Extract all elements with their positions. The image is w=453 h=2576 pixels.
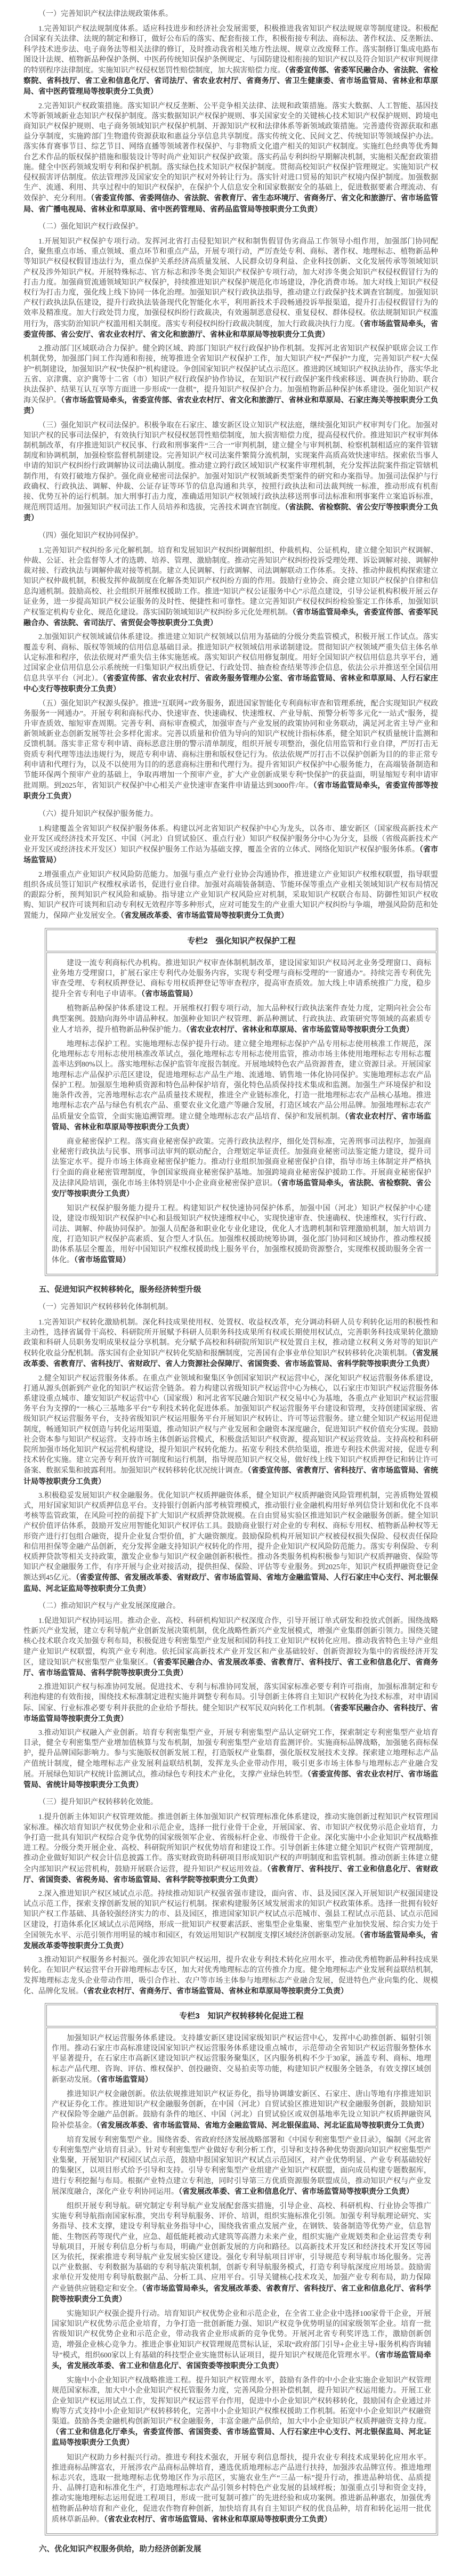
- responsibility-label: （省发展改革委、省教育厅、省科技厅、省财政厅、省人力资源社会保障厅、省国资委、省市场监管局、省科学院等按职责分工负责）: [23, 1348, 439, 1368]
- paragraph-text: 2.推进知识产权与标准协同发展。促进技术、专利与标准协同发展，落实国家标准必要专利许可指南，加强标准制定和专利池构建的有效衔接，围绕技术标准制定进程实施并调整专利布局。引导创新主体将自主知识产权转化为技术标准，对申请国际、国家、行业标准必要专利并获批的企业给予帮扶。健全知识产权军民双向转化工作机制。: [23, 1683, 438, 1713]
- sub-section-heading: [23, 222, 438, 232]
- paragraph: [52, 2033, 431, 2085]
- paragraph: [23, 1812, 438, 1885]
- sub-section-heading-text: （一）完善知识产权转移转化体制机制。: [38, 1303, 173, 1312]
- paragraph: [23, 421, 438, 524]
- sub-section-heading: [23, 1797, 438, 1807]
- responsibility-label: （省市场监管局）: [141, 989, 197, 998]
- paragraph: [23, 1728, 438, 1790]
- responsibility-label: （省委军民融合办、省科技厅、省市场监管局等按职责分工负责）: [23, 1703, 439, 1723]
- paragraph-text: 3.积极稳妥发展知识产权金融服务。优化知识产权质押融资体系，健全知识产权质押融资风险管理机制，完善质物处置模式，用好国家知识产权质押信息平台。支持银行创新内部考核管理模式，推动银行业金融机构用好单列信贷计划和优化不良率考核等监管政策，在风险可控的前提下扩大知识产权质押贷款规模。在自由贸易实验区推进知识产权金融服务创新。健全知识产权价值评估体系，鼓励开发应用智能化知识产权评估工具。鼓励商业银行对企业的专利权、商标专用权、植物新品种权等无形资产进行打包组合融资，提升企业复合型价值，扩大融资额度。鼓励保险机构开展知识产权被侵权损失保险、侵权责任保险和信用担保等金融产品创新，充分发挥金融支持知识产权转化的作用，提升企业知识产权风险防范能力。落实专利保险、专利权质押贷款等相关支持政策，激发企业参与知识产权金融创新积极性。推动各类服务机构积极参与知识产权质押融资、保险等知识产权金融服务工作，有序开展与企业对接活动，提供担保、保险、评估等专业服务。到2025年，知识产权质押融资登记金额达到45亿元。: [23, 1491, 438, 1582]
- paragraph-text: 1.完善知识产权转化激励机制。深化科技成果使用权、处置权、收益权改革，充分调动科研人员专利转化运用的积极性和主动性，选择省属骨干高校、科研院所开展赋予科研人员职务科技成果所有权或长期使用权试点，完善职务科技成果转化激励政策和科研人员职务发明成果权益分享机制。充分赋予高校和科研院所知识产权处置自主权，推动建立权利义务对等的知识产权转化收益分配机制。落实国有企业知识产权转化奖励和报酬制度，完善国有企事业单位知识产权转移转化决策机制。: [23, 1318, 438, 1358]
- paragraph: [23, 1318, 438, 1370]
- responsibility-label: （省市场监管局牵头，省委宣传部等按职责分工负责）: [23, 781, 439, 801]
- paragraph-text: 植物新品种保护体系建设工程。开展维权打假专项行动，加大品种权行政执法案件查处力度，定期向社会公布典型案例。鼓励向海外申请品种权。加强种业知识产权管理、新品种测试、行政执法、政策研究等领域的高素质专业人才培养，提升植物新品种保护能力。: [52, 1005, 431, 1034]
- paragraph: [52, 1039, 431, 1133]
- paragraph: [23, 546, 438, 629]
- responsibility-label: （省委宣传部、省教育厅、省科技厅、省市场监管局、省统计局等按职责分工负责）: [23, 1466, 439, 1485]
- paragraph-text: 1.提升创新主体知识产权管理效能。推进创新主体加强知识产权管理标准化体系建设，推动实施创新过程知识产权管理国家标准。梯次培育知识产权优势企业和示范企业，选择一批行业骨干企业，开展国家、省、市知识产权优势示范企业培育，力争打造一批具有知识产权综合竞争优势的国家级领军企业、省级标杆企业、市级骨干企业。深化实施中小企业知识产权战略推进工程。分级分类开展企业、高校、科研院所知识产权优势培育和建设工作。引导创新主体建立健全知识产权资产管理制度，推动企业做好知识产权会计信息披露工作。落实财政资助科研项目形成知识产权的声明制度和监管机制。推动创新主体建立健全内部知识产权运营机构，鼓励开展联合运营，提升知识产权运用效益。: [23, 1813, 438, 1874]
- paragraph-text: 建设一流专利商标代办机构。推进知识产权审查体制机制改革，建设国家知识产权局河北业务受理窗口、商标业务地方受理窗口，扩展石家庄专利代办处服务内容，实现专利受理与商标受理的“一窗通办”。持续完善专利优先审查受理、专利权质押登记、商标专用权质押登记等审查程序，提高审查质效。加大线上申请系统推广力度，稳步提升全省专利电子申请率。: [52, 959, 431, 999]
- responsibility-label: （省发展改革委、省市场监管局等按职责分工负责）: [120, 911, 288, 920]
- responsibility-label: （省委宣传部、省委网信办、省法院、省教育厅、省生态环境厅、省商务厅、省文化和旅游厅、省市场监管局、省广播电视局、省林业和草原局、省中医药管理局、省药品监管局等按职责分工负责）: [23, 193, 439, 213]
- paragraph-text: 1.完善知识产权法规制度体系。适应科技进步和经济社会发展需要，积极推进我省知识产权法规规章等制度建设。积极配合国家有关法律、法规的制定和修订，做好公布后的落实、配套衔接工作，积极衔接专利法、商标法、著作权法、反垄断法、科学技术进步法、电子商务法等相关法律的修订，及时推动我省相关地方性法规、规章立改废释工作。落实制修订集成电路布图设计法规、植物新品种保护条例、中医药传统知识保护条例规定、与国防建设相衔接的知识产权以及符合知识产权审判规律的特别程序法律制度。实施知识产权侵权惩罚性赔偿制度，加大损害赔偿力度。: [23, 25, 438, 75]
- paragraph: [52, 1204, 431, 1265]
- paragraph: [23, 699, 438, 802]
- special-column-content: [46, 2028, 436, 2534]
- paragraph-text: 2.健全知识产权运营服务体系。在重点产业领域和聚集区争创国家知识产权运营中心，深化知识产权运营服务体系建设，打通从源头创新到产业化的知识产权运营全链条。着力构建以省级知识产权运营中心为核心，以石家庄市知识产权运营服务体系建设重点城市、雄安知识产权运营中心（国家级）和河北省军民融合知识产权交易中心为基地，各重点产业知识产权运营服务平台为支撑的“一核心三基地多平台”专利技术转化促进体系。加强知识产权运营服务平台建设和管理，支持创建国家级、省级知识产权运营服务平台，支持省级知识产权运用服务平台开展知识产权转让、许可等运营服务。建立健全知识产权运用促进制度，畅通知识产权创造与转化运用渠道，推动知识产权与产业发展和金融资本深度融合，促进知识产权价值充分实现。鼓励社会资本参与知识产权运营。支持市场主体创新运营模式，积极盘活知识产权资源，提高知识产权运营效益。支持高校和科研院所加强市场化知识产权运营机构建设，提升知识产权转化能力。拓宽专利技术供给渠道，推进专利技术供需对接，促进专利技术转化实施。建立完善专利开放许可制度和运行机制，指导规范知识产权交易，做好线上线下知识产权质押登记和转让许可备案、数据采集和披露利用。加强知识产权转移转化状况统计调查。: [23, 1374, 438, 1475]
- responsibility-label: （省工业和信息化厅牵头，省委宣传部、省国资委、省市场监管局、人行石家庄中心支行、河北银保监局、河北证监局等按职责分工负责）: [52, 2427, 431, 2447]
- paragraph: [52, 2309, 431, 2371]
- sub-section-heading-text: （六）提升知识产权保护服务能力。: [38, 810, 158, 818]
- paragraph-text: 2.深入推进知识产权区域试点示范。持续推动知识产权强省强市建设，面向省、市、县及园区深入开展知识产权强国建设试点示范工作，探索支撑创新发展的知识产权运行机制。探索构建服务区域发展需求的知识产权政策体系。选择一批拥有较好知识产权工作基础、具备较强经济实力的市、县及园区，推进国家知识产权试点示范城市、强县工程试点示范县、试点示范园区建设，打造体系化区域试点示范网络，形成一批知识产权要素活跃、密集型企业集聚、密集型产业加快发展、综合实力处于全国领先水平、示范引领作用明显的城市和园区，有效运用知识产权制度支撑区域经济创新驱动发展。: [23, 1889, 438, 1940]
- responsibility-label: （省农业农村厅、省市场监管局、省林业和草原局等按职责分工负责）: [104, 2514, 331, 2523]
- paragraph-text: 1.完善知识产权纠纷多元化解机制。培育和发展知识产权纠纷调解组织、仲裁机构、公证机构，建立健全知识产权调解、仲裁、公证、社会监督等人才的选聘、培养、管理、激励制度。推动完善知识产权纠纷投诉受理处理、诉讼调解对接、调解仲裁对接、行政执法与调解仲裁对接等机制。建立人民调解、行政调解、司法调解联动工作体系。支持、推动仲裁机构探索建立知识产权仲裁机制，积极发挥仲裁制度在化解各类知识产权纠纷方面的作用。鼓励行业协会、商会建立知识产权保护自律和信息沟通机制。鼓励高校、社会组织开展维权援助工作。推进“知识产权公证服务中心”示范点建设，引导公证机构积极开展云存证业务，进一步提高知识产权公证服务的及时性、便捷性和可靠性。建立完善知识产权侵权纠纷检验鉴定工作体系，加强知识产权鉴定机构专业化、规范化建设。落实国防领域知识产权纠纷多元化处理机制。: [23, 546, 438, 617]
- paragraph-text: 实施中小企业知识产权战略推进工程。提升知识产权管理水平，鼓励有条件的中小企业实施企业知识产权管理规范国家标准，加大中小企业知识产权托管服务力度，完善风险分担补偿机制，提升知识产权运用能力。开展工业企业知识产权运用试点工作，发挥知识产权运营平台作用，促进中小企业知识产权转移转化，鼓励国有企业通过并购等方式支持中小企业知识产权转移转化，完善中小企业知识产权维权援助工作机制。拓宽中小企业知识产权融资渠道。鼓励各类金融机构创新知识产权金融服务，丰富金融产品供给，加大中小企业知识产权质押融资支持力度。: [52, 2377, 431, 2426]
- responsibility-label: （省市场监管局牵头，省委宣传部、省农业农村厅、省文化和旅游厅、省林业和草原局、石家庄海关等按职责分工负责）: [23, 395, 438, 415]
- responsibility-label: （省市场监管局）: [23, 845, 439, 865]
- responsibility-label: （省委宣传部、省委军民融合办、省法院、省检察院、省科技厅、省工业和信息化厅、省司法厅、省农业农村厅、省商务厅、省卫生健康委、省市场监管局、省林业和草原局、省中医药管理局等按职责分工负责）: [23, 66, 439, 96]
- responsibility-label: （省法院、省检察院、省公安厅等按职责分工负责）: [23, 503, 439, 522]
- sub-section-heading-text: （二）强化知识产权行政保护。: [38, 222, 143, 231]
- paragraph: [52, 958, 431, 1000]
- responsibility-label: （省市场监管局牵头，省发展改革委、省工业和信息化厅、省国资委等按职责分工负责）: [52, 2350, 431, 2370]
- paragraph: [23, 632, 438, 695]
- paragraph-text: 知识产权保护服务能力提升工程。构建知识产权快速协同保护体系，加强中国（河北）知识产权保护中心建设，建设市级知识产权保护中心和县级知识产权快速维权中心，实现快速审查、快速确权、快速维权，实行行政、司法、调解、仲裁协同保护。加强人员配备和职业化专业化建设，优化人才选聘机制和管理激励机制，加大培训力度，打造知识产权保护高素质、复合型人才队伍。加强维权援助统筹协调，强化部门协同和区域协作，推动维权援助体系基层全覆盖，用好中国知识产权维权援助线上服务平台，加强维权援助资源整合，实现维权援助服务全省一体化。: [52, 1205, 431, 1265]
- paragraph: [52, 2376, 431, 2448]
- paragraph-text: 地理标志保护工程。实施地理标志保护提升行动。建立健全地理标志保护产品专用标志使用核准工作规范，深化地理标志专用标志使用核准改革试点，强化地理标志专用标志使用监管，推动市场主体使用地理标志专用标志覆盖率达到80%以上。落实地理标志保护监管年度报告制度。开展地域特色农产品资源普查，建立资源目录。开展国家地理标志产品保护示范区建设，促进地理标志产品生产地、流通地、销售地一体化协同保护。实施地理标志农产品保护工程。加强原生地种质资源和特色品种保护培育，强化特色品质保持技术集成和监测。加强生产环境保护和设施条件改善，完善地理标志农产品质量技术规程，推进全产业链标准化，打造一批地理标志农产品核心基地。推进地理标志农产品与绿色有机农产品、重要农业文化遗产等融合发展，打造区域农产品公用品牌。加强地理标志农产品质量安全监管，全面实施追溯管理。建立健全地理标志农产品培育、保护和发展机制。: [52, 1040, 431, 1121]
- paragraph-text: 推进知识产权金融创新。依法依规推进知识产权证券化，指导协调雄安新区、石家庄、唐山等地有序推进知识产权证券化工作。推进知识产权金融服务创新，在中国（河北）自贸试验区推进知识产权金融服务创新，鼓励知识产权保险等金融产品创新。鼓励有条件的地区、中国（河北）自贸试验区或双创基地率先设立知识产权质押融资风险补偿基金。: [52, 2090, 431, 2130]
- section-heading-text: 五、促进知识产权转移转化，服务经济转型升级: [39, 1286, 201, 1295]
- responsibility-label: （省教育厅、省科技厅、省工业和信息化厅、省财政厅、省国资委、省税务局、省市场监管局、省科学院等按职责分工负责）: [23, 1864, 439, 1884]
- paragraph: [52, 1137, 431, 1199]
- paragraph-text: 加强知识产权运营服务体系建设。支持雄安新区建设国家级知识产权运营中心，发挥中心助推创新、辐射引领作用。推动石家庄市高标准建设国家知识产权运营服务体系建设重点城市，示范带动全省知识产权运营服务整体水平显著提升，在石家庄市高新区建设知识产权运营服务聚集区，区内服务机构不少于30家，涵盖专利、商标、地理标志产品代理、咨询、评估、维权保护、创投融资、交易拍卖等功能，构建知识产权服务全链条，有效支撑区域创新驱动发展。: [52, 2034, 431, 2084]
- paragraph: [23, 344, 438, 416]
- responsibility-label: （省农业农村厅、省市场监管局、省林业和草原局等按职责分工负责）: [52, 1111, 432, 1131]
- paragraph-text: 2.加强知识产权领域诚信体系建设。推进建立知识产权领域以信用为基础的分级分类监管模式，积极开展工作试点。落实覆盖专利、商标、版权等领域的信用信息基础目录。推进知识产权领域信用承诺制建设。贯彻知识产权领域严重失信主体名单认定标准和程序，依法依规对严重失信主体实施惩戒。落实知识产权信用修复制度。用好全国知识产权信用信息共享平台，通过国家企业信用信息公示系统统一归集知识产权出质登记、行政处罚、抽查检查结果等涉企信息，依法公示并推送至全国信用信息共享平台（河北）。: [23, 633, 438, 683]
- paragraph-text: 商业秘密保护工程。落实商业秘密保护政策。完善行政执法程序，细化处罚标准，完善刑事司法程序，加强商业秘密行政执法与民事、刑事司法审判的联动配合，合理划定举证责任。加强商业秘密司法鉴定能力建设，提升司法鉴定水平。提升市场主体商业秘密保护能力。推动行业组织加强商业秘密保护自律，指导市场主体制定并严格执行全面的商业秘密管理制度，争创国家级商业秘密保护基地。加强跨境商业秘密保护援助工作。开展商业秘密保护及法律风险培训，强化市场主体特别是中小企业商业秘密保护意识。: [52, 1137, 431, 1188]
- paragraph-text: 1.开展知识产权保护专项行动。发挥河北省打击侵犯知识产权和制售假冒伪劣商品工作领导小组作用，加强部门协同配合，聚焦重点市场、重点领域、重点环节和重点产品，开展专项行动，严厉查处专利、商标、著作权、地理标志、植物新品种等知识产权侵权假冒违法行为，重点保护关系经济高质量发展、人民群众切身利益、企业科技创新、文化发展传承等领域知识产权及涉外知识产权。开展特殊标志、官方标志和涉冬奥会知识产权保护专项行动，加大对涉冬奥会知识产权侵权假冒行为的打击力度。加强商贸流通领域知识产权保护，持续推进知识产权保护规范化市场建设，净化消费市场。加大对线上知识产权侵权行为打击力度，强化线上线下协同一体化治理。加强知识产权行政执法指导，推动建立行政保护技术调查官制度。加强知识产权行政执法队伍建设，提升行政执法装备现代化智能化水平，利用新技术手段畅通投诉举报渠道，提升打击侵权假冒行为的效率及精准度。加大行政处罚力度，加强侵权纠纷行政裁决，有效遏制恶意侵权、重复侵权、群体侵权。依法规制知识产权滥用行为，落实防治知识产权滥用相关制度。落实专利侵权纠纷行政裁决制度，加大行政裁决执行力度。: [23, 238, 438, 328]
- paragraph: [23, 101, 438, 215]
- section-heading: [23, 1285, 438, 1295]
- responsibility-label: （省市场监管局牵头，省委宣传部、省公安厅、省农业农村厅、省文化和旅游厅、省林业和草原局等按职责分工负责）: [23, 319, 439, 338]
- paragraph: [23, 1682, 438, 1724]
- paragraph: [23, 1616, 438, 1678]
- sub-section-heading: [23, 1601, 438, 1611]
- paragraph-text: 2.推动部门区域联动合力保护。健全跨区域、跨部门知识产权行政保护协作机制。发挥河北省知识产权保护联席会议工作机制优势，加强部门间工作沟通和衔接，统筹推进全省知识产权保护工作，加大知识产权“严保护”力度，完善知识产权“大保护”机制建设，加强知识产权“快保护”机构建设。争创国家知识产权保护试点示范区。推进跨区域知识产权执法协作，落实华北五省、京津冀、京沪冀等十二省（市）知识产权行政保护协作协议，在知识产权行政保护案件线索移送、调查执行协助、联合执法保护、结果互认互享等方面进一步形成“一盘棋”，提升知识产权保护合力。加强植物新品种保护体系建设。强化知识产权海关保护。: [23, 345, 438, 405]
- special-column-box: [45, 2003, 438, 2535]
- paragraph-text: 2.完善知识产权政策措施。落实知识产权反垄断、公平竞争相关法律、法规和政策措施。落实大数据、人工智能、基因技术等新领域新业态知识产权保护制度。落实数据知识产权保护规则、事关国家安全的关键核心技术知识产权保护规则、跨境电商知识产权保护规则、电子商务领域知识产权保护机制、开源知识产权和法律体系等新领域政策措施。完善遗传资源获取和惠益分享制度，实施跨部门生物遗传资源获取和惠益分享信息共享制度。落实传统文化、民间文艺、传统知识等领域保护办法。落实体育赛事节目、综艺节目、网络直播等领域著作权保护、与非物质文化遗产相关的知识产权制度。实施红色经典等优秀舞台艺术作品的版权保护措施和服装设计等时尚产业知识产权保护政策。落实药品专利纠纷早期解决机制，实施相关配套政策措施。健全中医药领域发明专利和保护机制。落实绿色技术知识产权保护制度。贯彻高校知识产权保护管理规定。实施知识产权侵权损害评估制度。依法管理涉及国家安全的知识产权对外转让行为。落实针对进口贸易的知识产权境内保护制度。加强数据生产、流通、利用、共享过程中的知识产权保护，在保护个人信息安全和国家数据安全的基础上，促进数据要素合理流动、有效保护、充分利用。: [23, 102, 438, 203]
- paragraph: [52, 2135, 431, 2197]
- paragraph: [23, 1491, 438, 1594]
- section-heading: [23, 2544, 438, 2555]
- paragraph-text: 2.增强重点产业知识产权风险防范能力。加强与重点产业行业协会沟通协作，推进建立产业知识产权维权联盟，指导联盟组织各成员签订知识产权维权承诺书，促进行业自律。加强对高端装备制造、节能环保等重点产业相关领域知识产权布局情况的跟踪分析，预判知识产权风险和威胁。指导建立产业知识产权风险应对机制，采取知识产权联合布局、防御性知识产权收购、知识产权许可谈判和启动专利权无效程序等多种形式，应对可能发生的产业重大知识产权纠纷与争端，增强风险防范和处置能力，保障产业发展安全。: [23, 870, 438, 920]
- paragraph-text: 组织开展专利导航。研究制定专利导航产业发展配套落实措施，引导企业、高校、科研机构、行业协会等推广实施专利导航指南国家标准，突出专利导航服务、评价、培训，组织实施标准化引领。加强专利导航理论研究、实务指导、技术支撑，建设专利导航业务指导中心，围绕我省重点发展产业，在钢铁、装备制造等优势产业，信息智能、生物医药等现代产业，应急、超低能耗被动式建筑等高潜力未来产业，组织实施产业规划类和企业运营类专利导航项目，开展专利信息分析与布局，明确产业创新发展的方向和路径。以高新技术开发区和经济技术开发区等园区为依托，探索推进专利导航产业发展实验区建设。强化专利导航项目评审，引导规范专利导航市场化服务。完善以产业数据、专利数据为基础的专利导航决策机制，创新专利导航服务模式，打造专利导航深度应用场景。鼓励需求单位开发使用专利导航数据产品、分析工具、应用平台。引导关键核心技术攻关，加强产业专利布局，助力保障产业链供应链稳定和安全。: [52, 2202, 431, 2293]
- responsibility-label: （省农业农村厅、省林业和草原局、省市场监管局等按职责分工负责）: [186, 1024, 414, 1033]
- paragraph-text: 1.促进知识产权协同运用。推动企业、高校、科研机构知识产权深度合作，引导开展订单式研发和投放式创新。围绕战略性新兴产业发展，建立专利导航产业创新发展决策机制，优化战略性新兴产业发展模式，增强产业集群创新引领力。围绕关键核心技术联合攻关加强专利布局，积极促进专利密集型产业发展和国防科技工业知识产权转化应用。推动我省特色主导产业组建产业知识产权联盟，构筑产业专利池。依托国家高新技术产业开发区和产业基础较好、创新资源较为集中的省级经济开发区，建设知识产权密集型产业集聚区。: [23, 1617, 438, 1667]
- paragraph: [23, 237, 438, 340]
- responsibility-label: （省市场监管局）: [74, 1255, 130, 1264]
- paragraph: [23, 1889, 438, 1951]
- sub-section-heading-text: （三）提升知识产权转移转化效能。: [38, 1798, 158, 1807]
- special-column-box: [45, 928, 438, 1277]
- paragraph-text: 3.推动知识产权融入产业创新。培育专利密集型产业，开展专利密集型产品认定研究工作，探索制定专利密集型产业培育目录，健全专利密集型产业增加值核算与发布机制，加强专利密集型产业培育监测评价。实施商标品牌战略，加强驰名商标保护，提升品牌国际影响力。参与实施版权创新发展工程，打造版权产业集群，强化版权发展技术支撑。探索建立地理标志产品产值统计制度，健全地理标志产业发展利益联结机制，发挥龙头企业带动作用，吸引更多市场主体参与地理标志产业融合发展。开展绿色知识产权统计监测试点，推动绿色专利技术产业化，支撑产业绿色转型。: [23, 1729, 438, 1779]
- sub-section-heading-text: （二）推动知识产权与产业发展深度融合。: [38, 1602, 180, 1610]
- paragraph-text: （三）强化知识产权司法保护。积极争取在石家庄、雄安新区设立知识产权法庭，继续强化知识产权审判专门化。加强对知识产权的民事司法保护，有效执行知识产权侵权惩罚性赔偿制度，加大损害赔偿力度，提高侵权代价。推进知识产权审判体制机制改革，有序推进知识产权民事、行政和刑事案件“三合一”审判机制，建立健全与审判机制、检察机制相适应的案件管辖制度和协调机制，加强检察监督机制建设。完善知识产权司法案件繁简分流机制，实现案件高质高效快速审结。探索依当事人申请的知识产权纠纷行政调解协议司法确认制度。推动建立跨行政区域知识产权案件审理机制，充分发挥法院案件指定管辖机制作用，有效打破地方保护。强化商业秘密司法保护。加强对知识产权领域新类型案件的研究和办案指导。加强司法保护与行政确权、行政执法、调解、仲裁、公证存证等环节的信息沟通和共享，按照行政执法和司法裁判统一标准，推动形成有机衔接、优势互补的运行机制。加大刑事打击力度，准确适用知识产权领域行政执法移送刑事司法标准和刑事案件立案追诉标准，规范刑罚适用。加强知识产权司法工作人员培养和选拔，完善技术调查官制度。: [23, 421, 438, 512]
- paragraph: [52, 2201, 431, 2305]
- paragraph: [23, 824, 438, 866]
- special-column-content: [46, 952, 436, 1275]
- responsibility-label: （省市场监管局）: [96, 2074, 152, 2084]
- sub-section-heading-text: （一）完善知识产权法律法规政策体系。: [38, 10, 173, 18]
- paragraph-text: 实施知识产权强企提升行动。培育知识产权优势企业和示范企业，在全省工业企业中选择100家骨干企业，开展国家知识产权优势示范企业培育，力争打造一批创新能力强、知识产权竞争优势明显的国家级领军企业。培育一批省级知识产权优势企业和示范企业，带动我省企业形成新的竞争优势。开展河北省专利奖评选工作，激励创新创造，增强企业核心竞争力。推进企事业知识产权管理规范贯标认证，采取“政府部门引导+企业主导+服务机构咨询辅导”模式，组织600家以上有基础的科技型企业实施贯标认证项目，提升知识产权规范化管理水平。: [52, 2310, 431, 2360]
- paragraph-text: 1.构建覆盖全省知识产权保护服务体系。构建以河北省知识产权保护中心为龙头，以各市、雄安新区（国家级高新技术产业开发区或经济技术开发区、中国（河北）自贸试验区、重点行业）知识产权保护服务分中心为分支，县级（省级高新技术产业开发区或经济技术开发区）知识产权保护服务工作站为基础支撑，覆盖全省的立体式、网络化知识产权保护服务体系。: [23, 825, 438, 854]
- paragraph: [23, 1955, 438, 1997]
- paragraph: [23, 1374, 438, 1487]
- sub-section-heading: [23, 809, 438, 819]
- paragraph: [23, 870, 438, 922]
- sub-section-heading: [23, 531, 438, 541]
- paragraph: [52, 2453, 431, 2525]
- responsibility-label: （省发展改革委、省市场监管局、省地方金融监管局、河北银保监局、河北证监局等按职责分工负责）: [96, 2120, 428, 2129]
- responsibility-label: （省市场监管局牵头，省发展改革委、省教育厅、省科技厅、省工业和信息化厅、省科学院等按职责分工负责）: [52, 2283, 432, 2303]
- paragraph: [52, 2089, 431, 2131]
- special-column-title: 专栏3 知识产权转移转化促进工程: [46, 2005, 436, 2026]
- responsibility-label: （省委宣传部、省发展改革委、省财政厅、省市场监管局、省地方金融监管局、人行石家庄中心支行、河北银保监局、河北证监局等按职责分工负责）: [23, 1573, 439, 1593]
- sub-section-heading: [23, 1302, 438, 1312]
- sub-section-heading-text: （四）强化知识产权协同保护。: [38, 531, 143, 540]
- section-heading-text: 六、优化知识产权服务供给，助力经济创新发展: [39, 2545, 201, 2554]
- responsibility-label: （省发展改革委、省工业和信息化厅、省市场监管局等按职责分工负责）: [179, 2186, 414, 2195]
- paragraph: [52, 1004, 431, 1035]
- responsibility-label: （省委宣传部、省农业农村厅、省市场监管局、省统计局等按职责分工负责）: [23, 1769, 439, 1789]
- paragraph-text: 培育发展专利密集型产业。围绕省委、省政府经济发展战略部署和《中国专利密集型产业目录》，编制《河北省专利密集型产业培育目录》。针对专利密集型产业做好专利分析工作，引导和支持各种优势资源向知识产权密集型产业集聚，开展知识产权园区试点示范，鼓励申报国家知识产权试点示范园区，对产业优势明显、产业专利基础较好的集聚区，以项目形式给予引导和支持。引导专利密集型产业组建产业知识产权联盟，面向成员构建专题数据库，进行专利挖掘与布局。根据产业特点建立专利池，同时引导第三方优质资源服务联盟成员，推动知识产权与产业发展深度融合，深化产业专利协同运用。: [52, 2136, 431, 2196]
- responsibility-label: （省市场监管局牵头，省法院、省检察院、省公安厅等按职责分工负责）: [52, 1178, 431, 1198]
- responsibility-label: （省市场监管局牵头，省发展改革委等按职责分工负责）: [23, 1930, 439, 1950]
- paragraph-text: 知识产权助力乡村振兴行动。推进专利技术强农，开展专利信息帮扶，提升农业专利技术成果转化应用水平。推进商标品牌富农，开展涉农产品商标品牌培育，遴选优质地理标志产品进行扶持，加强涉农品牌宣传。推进地理标志兴农，选取一批地理标志优势地区作为示范区，实施农业生产“三品一标”提升行动，推进品种培优、品质提升、品牌打造和标准化生产，打造地理标志农产品引领乡村特色产业发展的县域样板；加强重点引导和资金支持，推动实施地理标志运用促进工程项目，形成一批可复制可推广的先进经验和成功案例。推进新品种惠农，加强优秀植物新品种培育和产业化，促进农作物育种创新，加快培育具有自主知识产权的优良品种，培育和转化运用一批优质林草新品种。: [52, 2453, 431, 2524]
- responsibility-label: （省委宣传部、省农业农村厅、省政务服务管理办公室、省市场监管局、省林业和草原局、人行石家庄中心支行等按职责分工负责）: [23, 674, 439, 693]
- paragraph: [23, 24, 438, 97]
- responsibility-label: （省市场监管局牵头，省委宣传部、省委军民融合办、省法院、省司法厅、省贸促会等按职责分工负责）: [23, 607, 439, 627]
- special-column-title: 专栏2 强化知识产权保护工程: [46, 930, 436, 951]
- responsibility-label: （省农业农村厅、省商务厅、省市场监管局、省林业和草原局等按职责分工负责）: [83, 1986, 348, 1995]
- responsibility-label: （省委军民融合办、省发展改革委、省教育厅、省科技厅、省工业和信息化厅、省商务厅、省市场监管局、省科学院等按职责分工负责）: [23, 1657, 439, 1677]
- sub-section-heading: [23, 9, 438, 19]
- paragraph-text: （五）强化知识产权源头保护。推进“互联网+”政务服务，跟进国家智能化专利商标审查和管理系统，配合实现知识产权政务服务“一网通办”。开展专利和商标代办、快速审查、快速确权、快速维权、产业导航、预警分析等多元化“一站式”服务，提升审查质效、缩短审查周期。完善专利、商标审查模式，加强审查与产业发展的政策协同和业务联动，满足河北省主导产业和新领域新业态创新发展等社会多样化需求。完善以质量和价值为导向的知识产权统计指标体系，健全知识产权质量统计监测和反馈机制。落实非正常专利申请、商标恶意注册的警示清单制度，组织开展专项整治，强化信用监管和行业自律，严厉打击无资质专利代理等违法违规行为，规范专利申请、商标注册和版权登记行为。依法依规严厉打击不以保护创新为目的的非正常专利申请和代理行为，以及不以使用为目的的恶意商标注册和代理行为。提升省知识产权保护中心服务能力，在高端装备制造和节能环保两个预审产业的基础上，争取再增加一个预审产业，扩大产业创新成果专利“快保护”的获益面，明显缩短专利申请审批周期。到2025年，省知识产权保护中心相关产业快速审查案件申请量达到3000件/年。: [23, 699, 438, 790]
- paragraph-text: 3.推动知识产权服务乡村振兴。强化涉农知识产权运用，提升农业专利技术转化应用水平，推动优秀植物新品种科技成果转化。在知识产权运营平台开辟地理标志专区，加大对优秀地理标志的宣传推介力度。健全地理标志产业发展利益联结机制，发挥地理标志龙头企业带动作用，吸引合作社、农户等市场主体参与地理标志产业融合发展，促进特色产业向集约化、规模化、品牌化发展。: [23, 1956, 438, 1996]
